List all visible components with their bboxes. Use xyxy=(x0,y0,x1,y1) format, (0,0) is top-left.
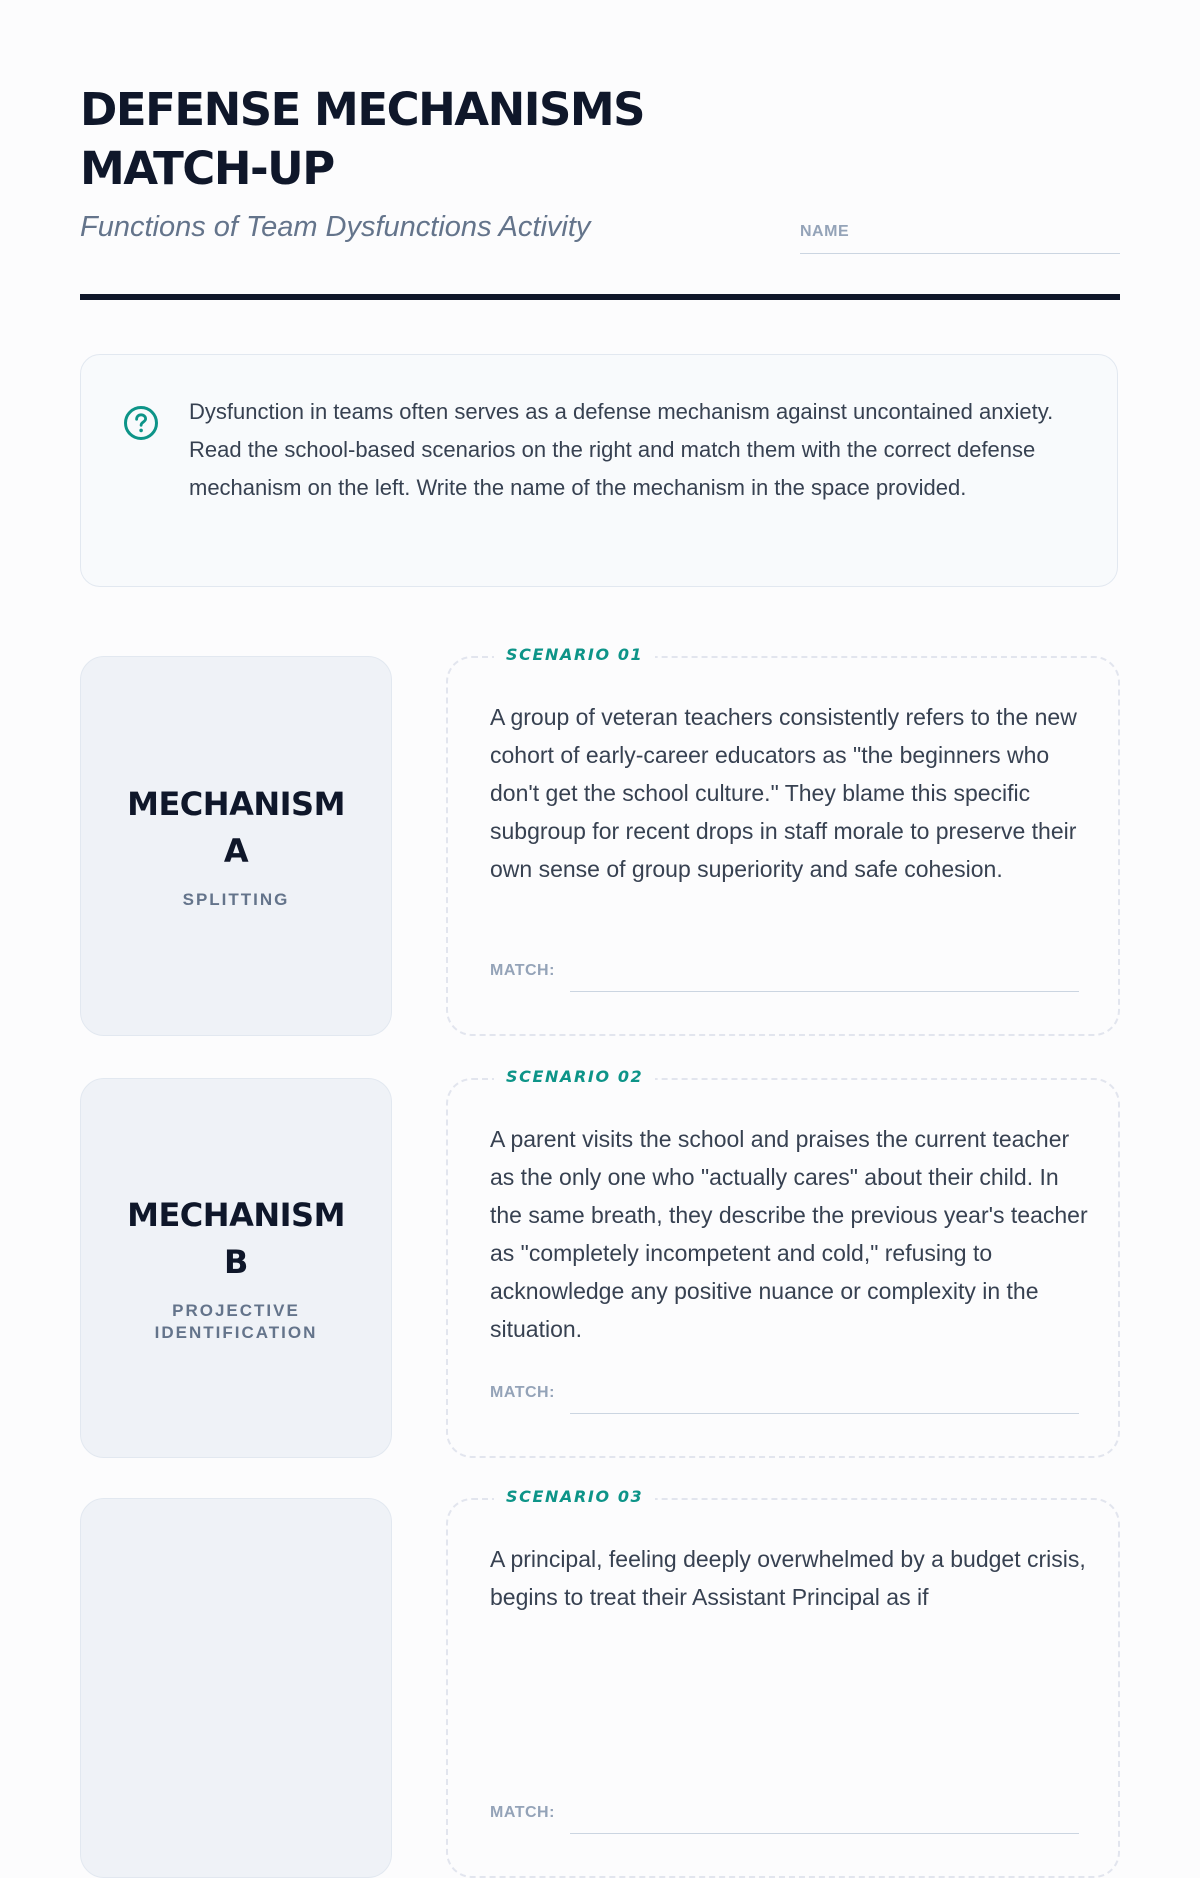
question-circle-icon xyxy=(123,405,159,441)
scenario-text: A parent visits the school and praises the current teacher as the only one who "actually cares" about their child. In the same breath, they describe the previous year's teacher as "completely incompetent and cold," refusing to acknowledge any positive nuance or complexity in the situation. xyxy=(490,1126,1088,1342)
match-answer-line[interactable] xyxy=(570,991,1079,992)
scenario-card-03 xyxy=(446,1487,1120,1878)
match-answer-line[interactable] xyxy=(570,1413,1079,1414)
instructions-box xyxy=(80,354,1118,587)
match-label: MATCH: xyxy=(490,1804,555,1821)
instructions-text: Dysfunction in teams often serves as a defense mechanism against uncontained anxiety. Read the school-based scenarios on the right and match them with the correct defense mechanism on the left. Write the name of the mechanism in the space provided. xyxy=(189,399,1054,500)
name-field[interactable] xyxy=(800,218,1120,254)
match-label: MATCH: xyxy=(490,1384,555,1401)
match-answer-line[interactable] xyxy=(570,1833,1079,1834)
mechanism-name: PROJECTIVE IDENTIFICATION xyxy=(154,1301,318,1342)
mechanism-title: MECHANISM B xyxy=(127,1196,345,1281)
scenario-tag: SCENARIO 01 xyxy=(494,642,655,668)
header-divider xyxy=(80,294,1120,300)
name-label: NAME xyxy=(800,223,850,240)
page-title: DEFENSE MECHANISMS MATCH-UP xyxy=(80,83,645,195)
mechanism-card-a xyxy=(80,656,392,1036)
mechanism-name: SPLITTING xyxy=(182,890,290,909)
match-label: MATCH: xyxy=(490,962,555,979)
mechanism-card-b xyxy=(80,1078,392,1458)
mechanism-card-c xyxy=(80,1498,392,1878)
mechanism-title: MECHANISM A xyxy=(127,785,345,870)
scenario-card-01 xyxy=(446,645,1120,1036)
scenario-tag: SCENARIO 02 xyxy=(494,1064,655,1090)
scenario-text: A principal, feeling deeply overwhelmed by a budget crisis, begins to treat their Assistant Principal as if xyxy=(490,1546,1086,1610)
scenario-tag: SCENARIO 03 xyxy=(494,1484,655,1510)
scenario-text: A group of veteran teachers consistently refers to the new cohort of early-career educators as "the beginners who don't get the school culture." They blame this specific subgroup for recent drops in staff morale to preserve their own sense of group superiority and safe cohesion. xyxy=(490,704,1077,882)
scenario-card-02 xyxy=(446,1067,1120,1458)
page-subtitle: Functions of Team Dysfunctions Activity xyxy=(80,211,591,243)
